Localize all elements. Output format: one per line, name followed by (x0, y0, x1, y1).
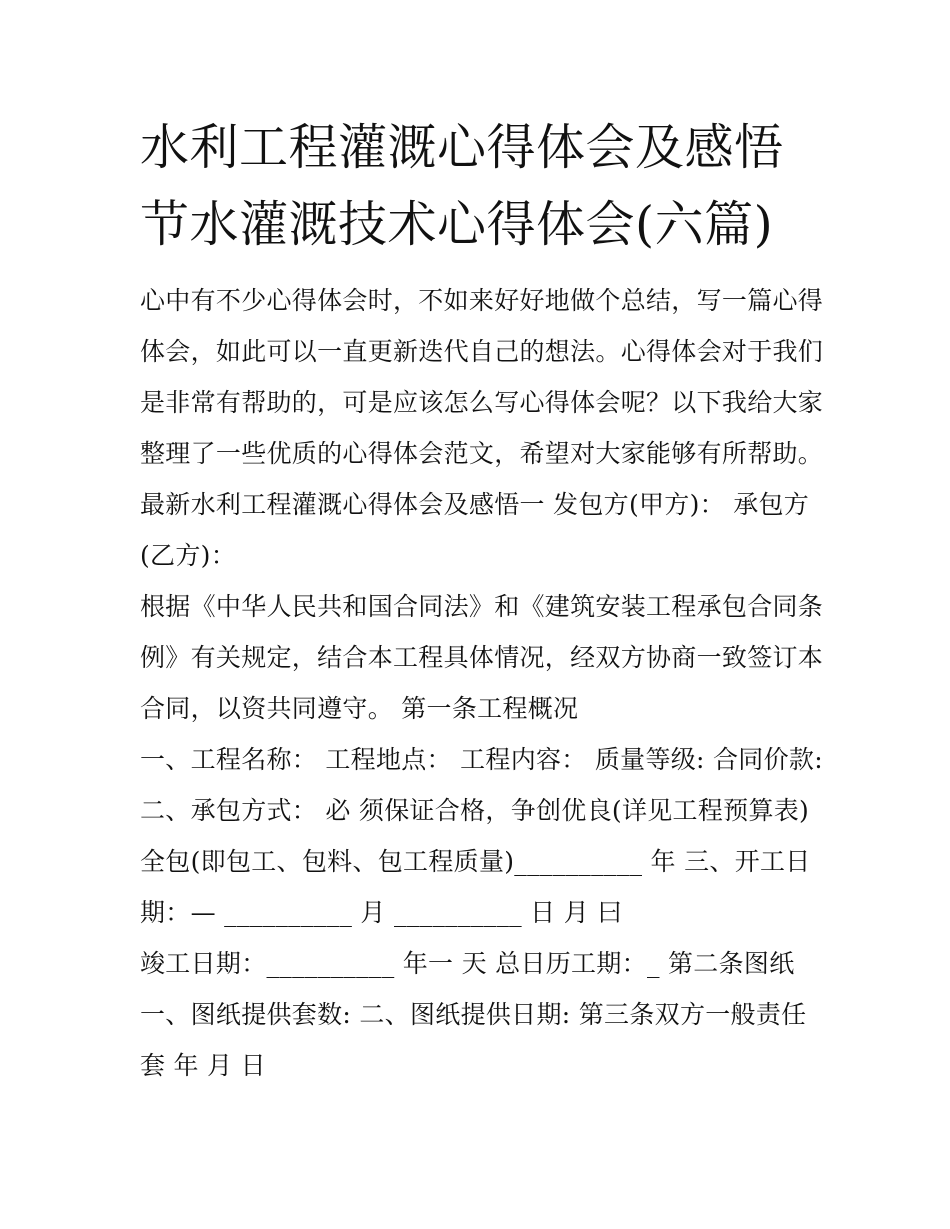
paragraph-line: 最新水利工程灌溉心得体会及感悟一 发包方(甲方)： 承包方 (140, 490, 810, 519)
paragraph-line: 一、图纸提供套数: 二、图纸提供日期: 第三条双方一般责任 (140, 1000, 807, 1029)
paragraph-line: 例》有关规定，结合本工程具体情况，经双方协商一致签订本 (140, 643, 824, 672)
document-title-line-2: 节水灌溉技术心得体会(六篇) (140, 196, 774, 253)
document-title-line-1: 水利工程灌溉心得体会及感悟 (140, 119, 784, 176)
paragraph-line: 全包(即包工、包料、包工程质量)__________ 年 三、开工日 (140, 847, 811, 876)
paragraph-line: 竣工日期：__________ 年一 天 总日历工期：_ 第二条图纸 (140, 949, 795, 978)
paragraph-line: 是非常有帮助的，可是应该怎么写心得体会呢？以下我给大家 (140, 388, 824, 417)
paragraph-line: 体会，如此可以一直更新迭代自己的想法。心得体会对于我们 (140, 337, 824, 366)
paragraph-line: (乙方)： (140, 541, 237, 570)
paragraph-line: 期：— __________ 月 __________ 日 月 曰 (140, 898, 623, 927)
paragraph-line: 合同，以资共同遵守。 第一条工程概况 (140, 694, 579, 723)
paragraph-line: 根据《中华人民共和国合同法》和《建筑安装工程承包合同条 (140, 592, 824, 621)
paragraph-line: 一、工程名称： 工程地点： 工程内容： 质量等级: 合同价款: (140, 745, 823, 774)
paragraph-line: 心中有不少心得体会时，不如来好好地做个总结，写一篇心得 (140, 286, 824, 315)
paragraph-line: 套 年 月 日 (140, 1051, 266, 1080)
paragraph-line: 整理了一些优质的心得体会范文，希望对大家能够有所帮助。 (140, 439, 824, 468)
paragraph-line: 二、承包方式： 必 须保证合格，争创优良(详见工程预算表) (140, 796, 810, 825)
